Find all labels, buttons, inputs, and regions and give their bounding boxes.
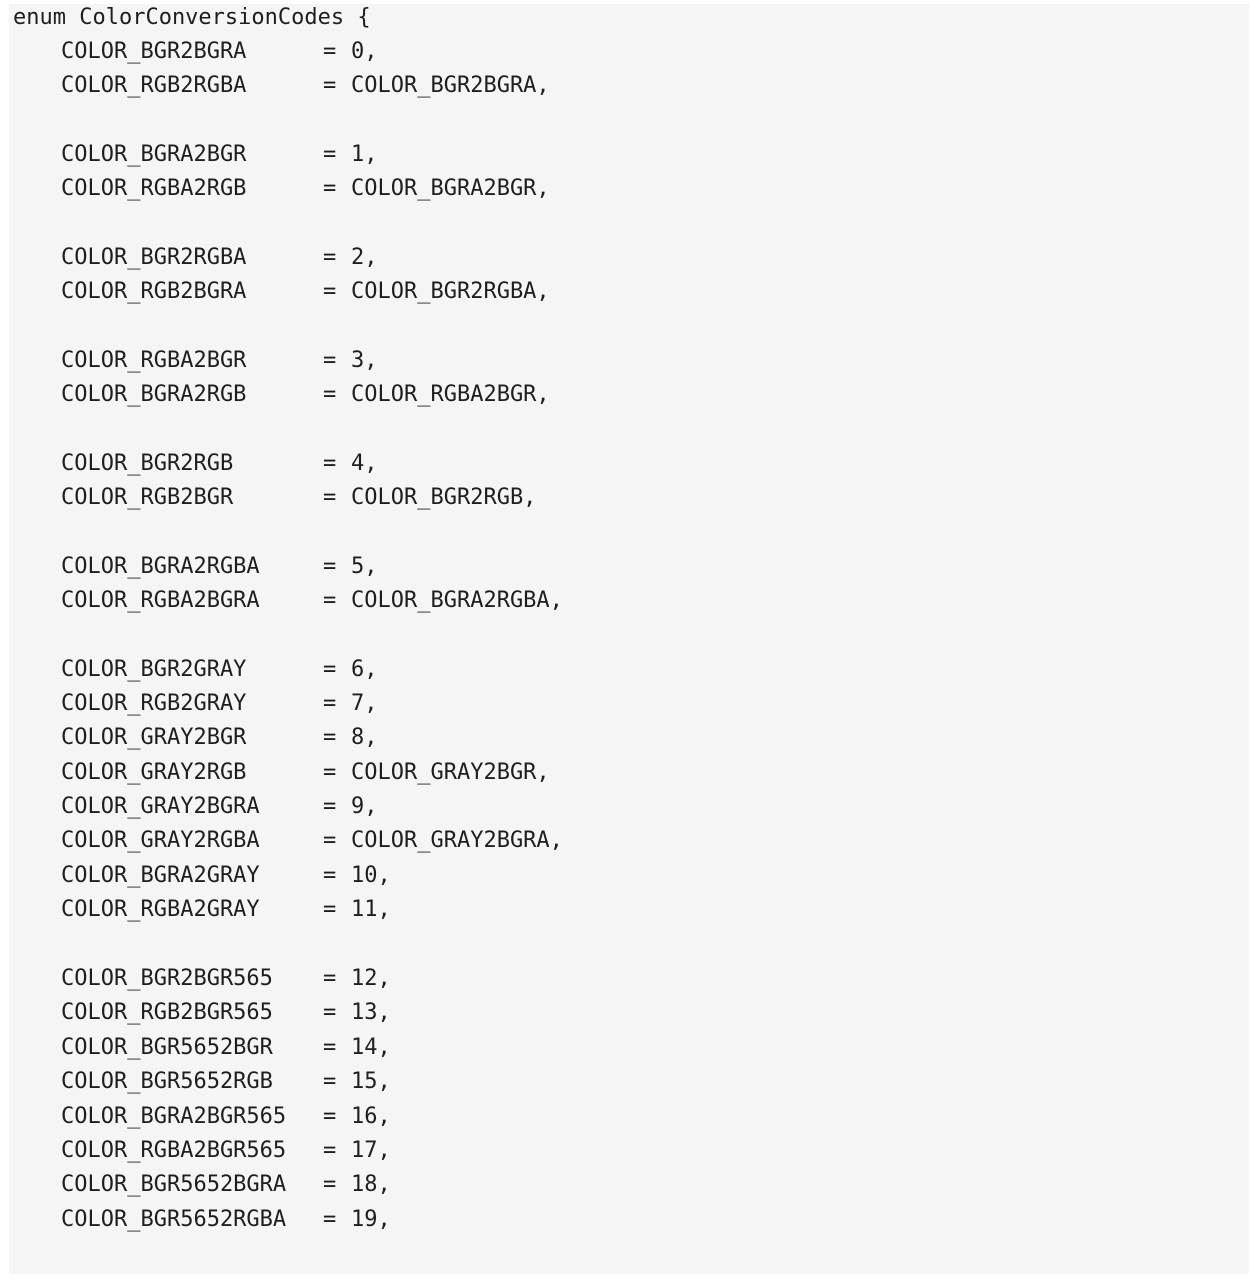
enum-member-name: COLOR_BGRA2BGR <box>61 142 247 167</box>
enum-member-name: COLOR_RGB2RGBA <box>61 73 247 98</box>
enum-member-name: COLOR_RGB2GRAY <box>61 691 247 716</box>
enum-member-name: COLOR_BGR2RGBA <box>61 245 247 270</box>
assign-operator: = <box>323 1138 337 1163</box>
assign-operator: = <box>323 691 337 716</box>
assign-operator: = <box>323 794 337 819</box>
assign-operator: = <box>323 554 337 579</box>
assign-operator: = <box>323 348 337 373</box>
enum-member-value: 9, <box>351 794 378 819</box>
assign-operator: = <box>323 1000 337 1025</box>
enum-member-value: 10, <box>351 863 391 888</box>
enum-member-value: COLOR_BGRA2BGR, <box>351 176 550 201</box>
enum-member-name: COLOR_BGR5652RGBA <box>61 1207 287 1232</box>
assign-operator: = <box>323 966 337 991</box>
assign-operator: = <box>323 760 337 785</box>
enum-member-name: COLOR_RGBA2GRAY <box>61 897 260 922</box>
enum-member-value: COLOR_BGR2RGB, <box>351 485 537 510</box>
enum-member-value: 3, <box>351 348 378 373</box>
assign-operator: = <box>323 588 337 613</box>
assign-operator: = <box>323 725 337 750</box>
enum-member-value: 19, <box>351 1207 391 1232</box>
enum-member-name: COLOR_BGR5652RGB <box>61 1069 273 1094</box>
enum-member-name: COLOR_RGBA2BGR <box>61 348 247 373</box>
assign-operator: = <box>323 1172 337 1197</box>
enum-member-name: COLOR_GRAY2RGBA <box>61 828 260 853</box>
enum-member-value: 16, <box>351 1104 391 1129</box>
enum-header: enum ColorConversionCodes { <box>13 5 371 30</box>
enum-member-value: COLOR_BGRA2RGBA, <box>351 588 563 613</box>
enum-member-name: COLOR_BGRA2RGBA <box>61 554 260 579</box>
assign-operator: = <box>323 245 337 270</box>
enum-member-value: COLOR_GRAY2BGR, <box>351 760 550 785</box>
enum-member-value: 2, <box>351 245 378 270</box>
enum-member-name: COLOR_GRAY2BGRA <box>61 794 260 819</box>
enum-member-value: 8, <box>351 725 378 750</box>
assign-operator: = <box>323 451 337 476</box>
enum-member-value: COLOR_BGR2RGBA, <box>351 279 550 304</box>
enum-member-value: 1, <box>351 142 378 167</box>
enum-member-value: COLOR_BGR2BGRA, <box>351 73 550 98</box>
enum-member-value: 17, <box>351 1138 391 1163</box>
enum-member-name: COLOR_RGBA2BGR565 <box>61 1138 287 1163</box>
enum-member-name: COLOR_BGR2BGR565 <box>61 966 273 991</box>
enum-member-name: COLOR_BGR5652BGR <box>61 1035 273 1060</box>
assign-operator: = <box>323 897 337 922</box>
assign-operator: = <box>323 1104 337 1129</box>
enum-member-value: 14, <box>351 1035 391 1060</box>
assign-operator: = <box>323 863 337 888</box>
assign-operator: = <box>323 382 337 407</box>
assign-operator: = <box>323 485 337 510</box>
assign-operator: = <box>323 142 337 167</box>
enum-member-value: 4, <box>351 451 378 476</box>
assign-operator: = <box>323 828 337 853</box>
assign-operator: = <box>323 1207 337 1232</box>
assign-operator: = <box>323 1035 337 1060</box>
enum-member-name: COLOR_BGR2RGB <box>61 451 234 476</box>
assign-operator: = <box>323 657 337 682</box>
assign-operator: = <box>323 1069 337 1094</box>
enum-member-name: COLOR_RGBA2BGRA <box>61 588 260 613</box>
enum-member-name: COLOR_BGRA2GRAY <box>61 863 260 888</box>
enum-member-name: COLOR_BGRA2BGR565 <box>61 1104 287 1129</box>
enum-member-name: COLOR_RGB2BGRA <box>61 279 247 304</box>
enum-member-value: 15, <box>351 1069 391 1094</box>
assign-operator: = <box>323 39 337 64</box>
enum-member-name: COLOR_GRAY2RGB <box>61 760 247 785</box>
enum-member-value: 18, <box>351 1172 391 1197</box>
enum-member-name: COLOR_BGRA2RGB <box>61 382 247 407</box>
assign-operator: = <box>323 176 337 201</box>
enum-member-value: 11, <box>351 897 391 922</box>
enum-member-value: COLOR_GRAY2BGRA, <box>351 828 563 853</box>
enum-member-value: 0, <box>351 39 378 64</box>
assign-operator: = <box>323 279 337 304</box>
enum-member-name: COLOR_RGB2BGR <box>61 485 234 510</box>
enum-member-name: COLOR_RGB2BGR565 <box>61 1000 273 1025</box>
enum-member-name: COLOR_GRAY2BGR <box>61 725 247 750</box>
code-block <box>9 4 1249 1274</box>
enum-member-value: 6, <box>351 657 378 682</box>
enum-member-value: 5, <box>351 554 378 579</box>
enum-member-name: COLOR_BGR2BGRA <box>61 39 247 64</box>
enum-member-value: 12, <box>351 966 391 991</box>
enum-member-value: 13, <box>351 1000 391 1025</box>
assign-operator: = <box>323 73 337 98</box>
enum-member-name: COLOR_BGR5652BGRA <box>61 1172 287 1197</box>
enum-member-value: 7, <box>351 691 378 716</box>
enum-member-name: COLOR_BGR2GRAY <box>61 657 247 682</box>
enum-member-value: COLOR_RGBA2BGR, <box>351 382 550 407</box>
enum-member-name: COLOR_RGBA2RGB <box>61 176 247 201</box>
